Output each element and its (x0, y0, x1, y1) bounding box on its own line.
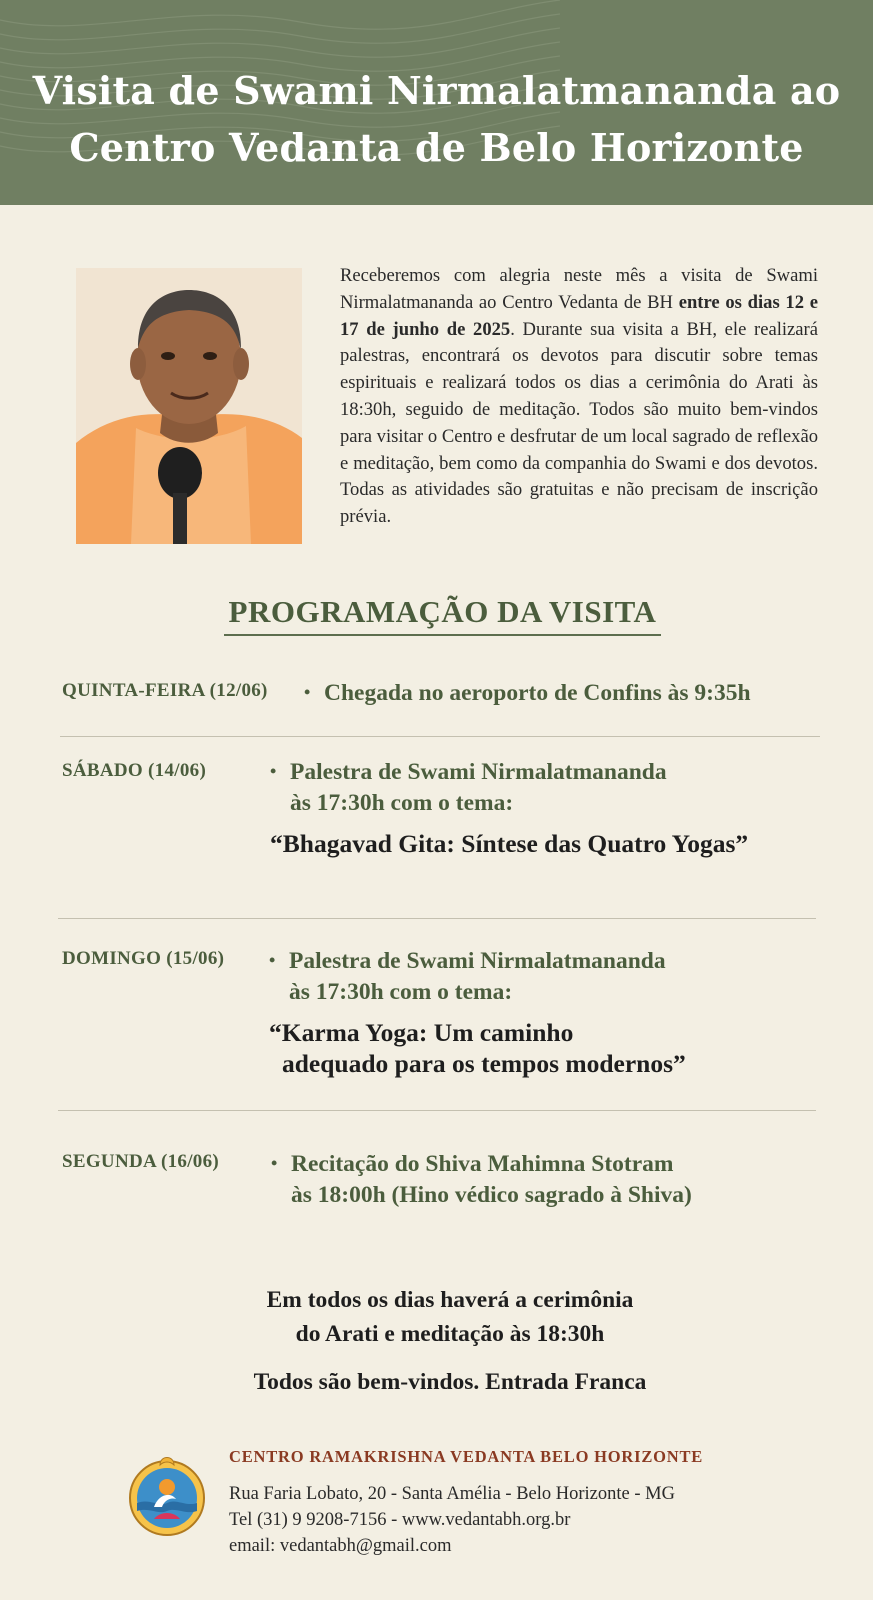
bullet-icon: • (271, 1153, 278, 1173)
theme-saturday-line-1: “Bhagavad Gita: Síntese das Quatro Yogas” (270, 829, 749, 858)
event-recitation-line-1: Recitação do Shiva Mahimna Stotram (291, 1151, 674, 1177)
event-lecture-saturday (270, 756, 667, 819)
program-title-underline (224, 634, 661, 636)
page-title (0, 62, 873, 176)
event-arrival (304, 677, 751, 709)
title-line-2: Centro Vedanta de Belo Horizonte (69, 125, 804, 170)
closing-arati-note (0, 1283, 873, 1351)
organization-address: Rua Faria Lobato, 20 - Santa Amélia - Belo Horizonte - MG (229, 1484, 675, 1504)
intro-dates-highlight: entre os dias 12 e 17 de junho de 2025 (340, 291, 818, 340)
swami-portrait-photo (76, 268, 302, 544)
theme-saturday (270, 828, 748, 859)
event-recitation-line-2: às 18:00h (Hino védico sagrado à Shiva) (291, 1182, 692, 1208)
event-lecture-saturday-line-2: às 17:30h com o tema: (290, 790, 514, 816)
intro-paragraph (340, 263, 818, 531)
theme-sunday-line-1: “Karma Yoga: Um caminho (269, 1018, 574, 1047)
title-line-1: Visita de Swami Nirmalatmananda ao (32, 68, 841, 113)
theme-sunday-line-2: adequado para os tempos modernos” (282, 1049, 686, 1078)
divider (58, 918, 816, 919)
divider (60, 736, 820, 737)
intro-text-part-2: . Durante sua visita a BH, ele realizará palestras, encontrará os devotos para discutir sobre temas espirituais e realizará todos os dias a cerimônia do Arati às 18:30h, seguido de meditação. Todos são muito bem-vindos para visitar o Centro e desfrutar de um local sagrado de reflexão e meditação, bem como da companhia do Swami e dos devotos. Todas as atividades são gratuitas e não precisam de inscrição prévia. (340, 318, 818, 528)
event-arrival-text: Chegada no aeroporto de Confins às 9:35h (324, 680, 751, 706)
organization-phone-website[interactable]: Tel (31) 9 9208-7156 - www.vedantabh.org.br (229, 1510, 571, 1530)
day-label-segunda: SEGUNDA (16/06) (62, 1151, 220, 1172)
event-lecture-sunday-line-1: Palestra de Swami Nirmalatmananda (289, 948, 666, 974)
bullet-icon: • (304, 682, 311, 702)
ramakrishna-order-emblem-icon (124, 1451, 210, 1541)
closing-line-2: do Arati e meditação às 18:30h (295, 1321, 605, 1347)
day-label-sabado: SÁBADO (14/06) (62, 760, 207, 781)
theme-sunday (269, 1017, 686, 1079)
organization-email[interactable]: email: vedantabh@gmail.com (229, 1536, 452, 1556)
closing-welcome: Todos são bem-vindos. Entrada Franca (253, 1369, 647, 1395)
event-recitation (271, 1148, 692, 1211)
bullet-icon: • (270, 761, 277, 781)
header-banner (0, 0, 873, 205)
event-lecture-sunday (269, 945, 666, 1008)
day-label-quinta: QUINTA-FEIRA (12/06) (62, 680, 268, 701)
bullet-icon: • (269, 950, 276, 970)
organization-name: CENTRO RAMAKRISHNA VEDANTA BELO HORIZONTE (229, 1447, 704, 1466)
portrait-illustration (76, 268, 302, 544)
intro-text-part-1: Receberemos com alegria neste mês a visita de Swami Nirmalatmananda ao Centro Vedanta de BH (340, 265, 818, 313)
program-title: PROGRAMAÇÃO DA VISITA (228, 594, 657, 629)
divider (58, 1110, 816, 1111)
day-label-domingo: DOMINGO (15/06) (62, 948, 225, 969)
event-lecture-saturday-line-1: Palestra de Swami Nirmalatmananda (290, 759, 667, 785)
event-lecture-sunday-line-2: às 17:30h com o tema: (289, 979, 513, 1005)
closing-line-1: Em todos os dias haverá a cerimônia (266, 1287, 634, 1313)
